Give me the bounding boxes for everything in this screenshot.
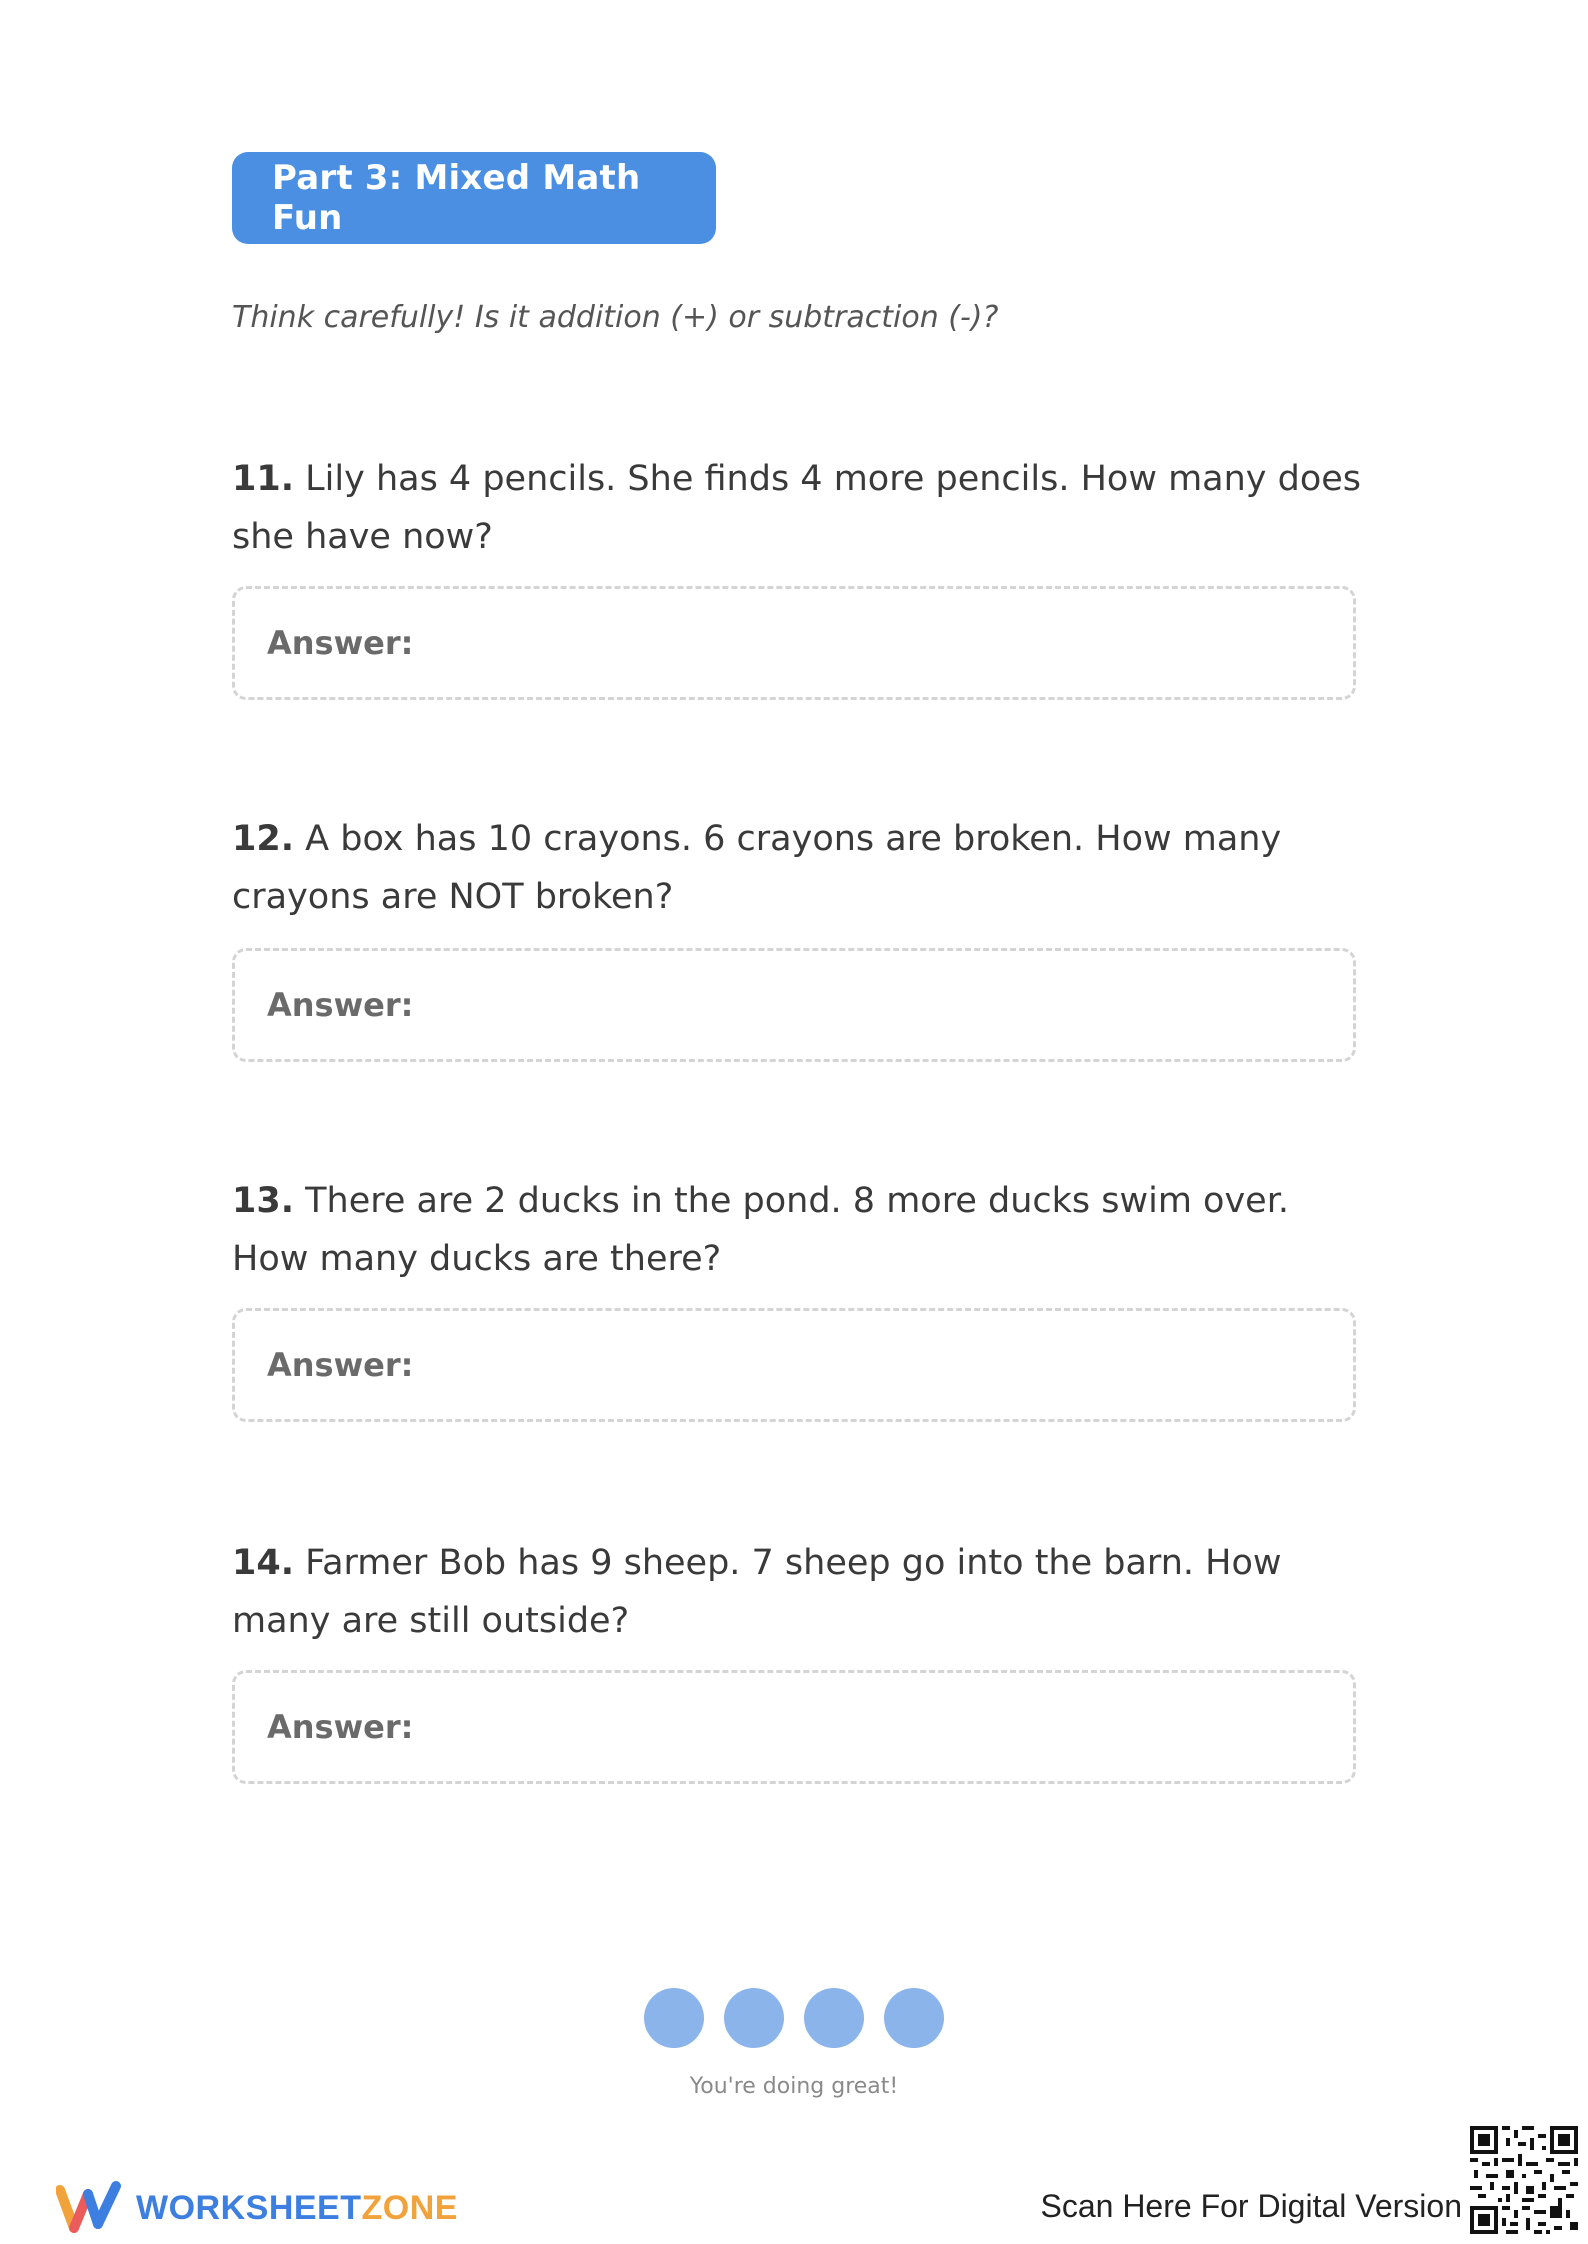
answer-label: Answer: xyxy=(267,1708,414,1746)
question-number: 11. xyxy=(232,459,295,499)
question-13 xyxy=(232,1172,1362,1288)
question-number: 13. xyxy=(232,1181,295,1221)
worksheetzone-logo-icon xyxy=(56,2180,122,2236)
question-text: A box has 10 crayons. 6 crayons are broken. How many crayons are NOT broken? xyxy=(232,819,1282,917)
qr-code-icon[interactable] xyxy=(1470,2126,1578,2234)
progress-dot xyxy=(884,1988,944,2048)
brand-name-part2: ZONE xyxy=(361,2188,458,2227)
section-title: Part 3: Mixed Math Fun xyxy=(272,158,641,238)
question-12 xyxy=(232,810,1362,926)
question-number: 12. xyxy=(232,819,295,859)
instructions-text: Think carefully! Is it addition (+) or subtraction (-)? xyxy=(232,300,999,335)
question-text: Farmer Bob has 9 sheep. 7 sheep go into the barn. How many are still outside? xyxy=(232,1543,1282,1641)
brand-name-part1: WORKSHEET xyxy=(136,2188,362,2227)
encouragement-text: You're doing great! xyxy=(689,2074,899,2099)
progress-dot xyxy=(804,1988,864,2048)
section-title-badge xyxy=(232,152,716,244)
question-14 xyxy=(232,1534,1362,1650)
question-number: 14. xyxy=(232,1543,295,1583)
answer-label: Answer: xyxy=(267,1346,414,1384)
answer-label: Answer: xyxy=(267,986,414,1024)
progress-dot xyxy=(644,1988,704,2048)
answer-box-11[interactable] xyxy=(232,586,1356,700)
question-11 xyxy=(232,450,1362,566)
answer-label: Answer: xyxy=(267,624,414,662)
progress-dot xyxy=(724,1988,784,2048)
brand-name xyxy=(136,2189,458,2228)
scan-instruction: Scan Here For Digital Version xyxy=(1040,2188,1462,2224)
question-text: Lily has 4 pencils. She finds 4 more pencils. How many does she have now? xyxy=(232,459,1362,557)
progress-dots xyxy=(644,1988,944,2048)
answer-box-12[interactable] xyxy=(232,948,1356,1062)
answer-box-13[interactable] xyxy=(232,1308,1356,1422)
answer-box-14[interactable] xyxy=(232,1670,1356,1784)
brand-logo xyxy=(56,2180,458,2236)
question-text: There are 2 ducks in the pond. 8 more ducks swim over. How many ducks are there? xyxy=(232,1181,1290,1279)
